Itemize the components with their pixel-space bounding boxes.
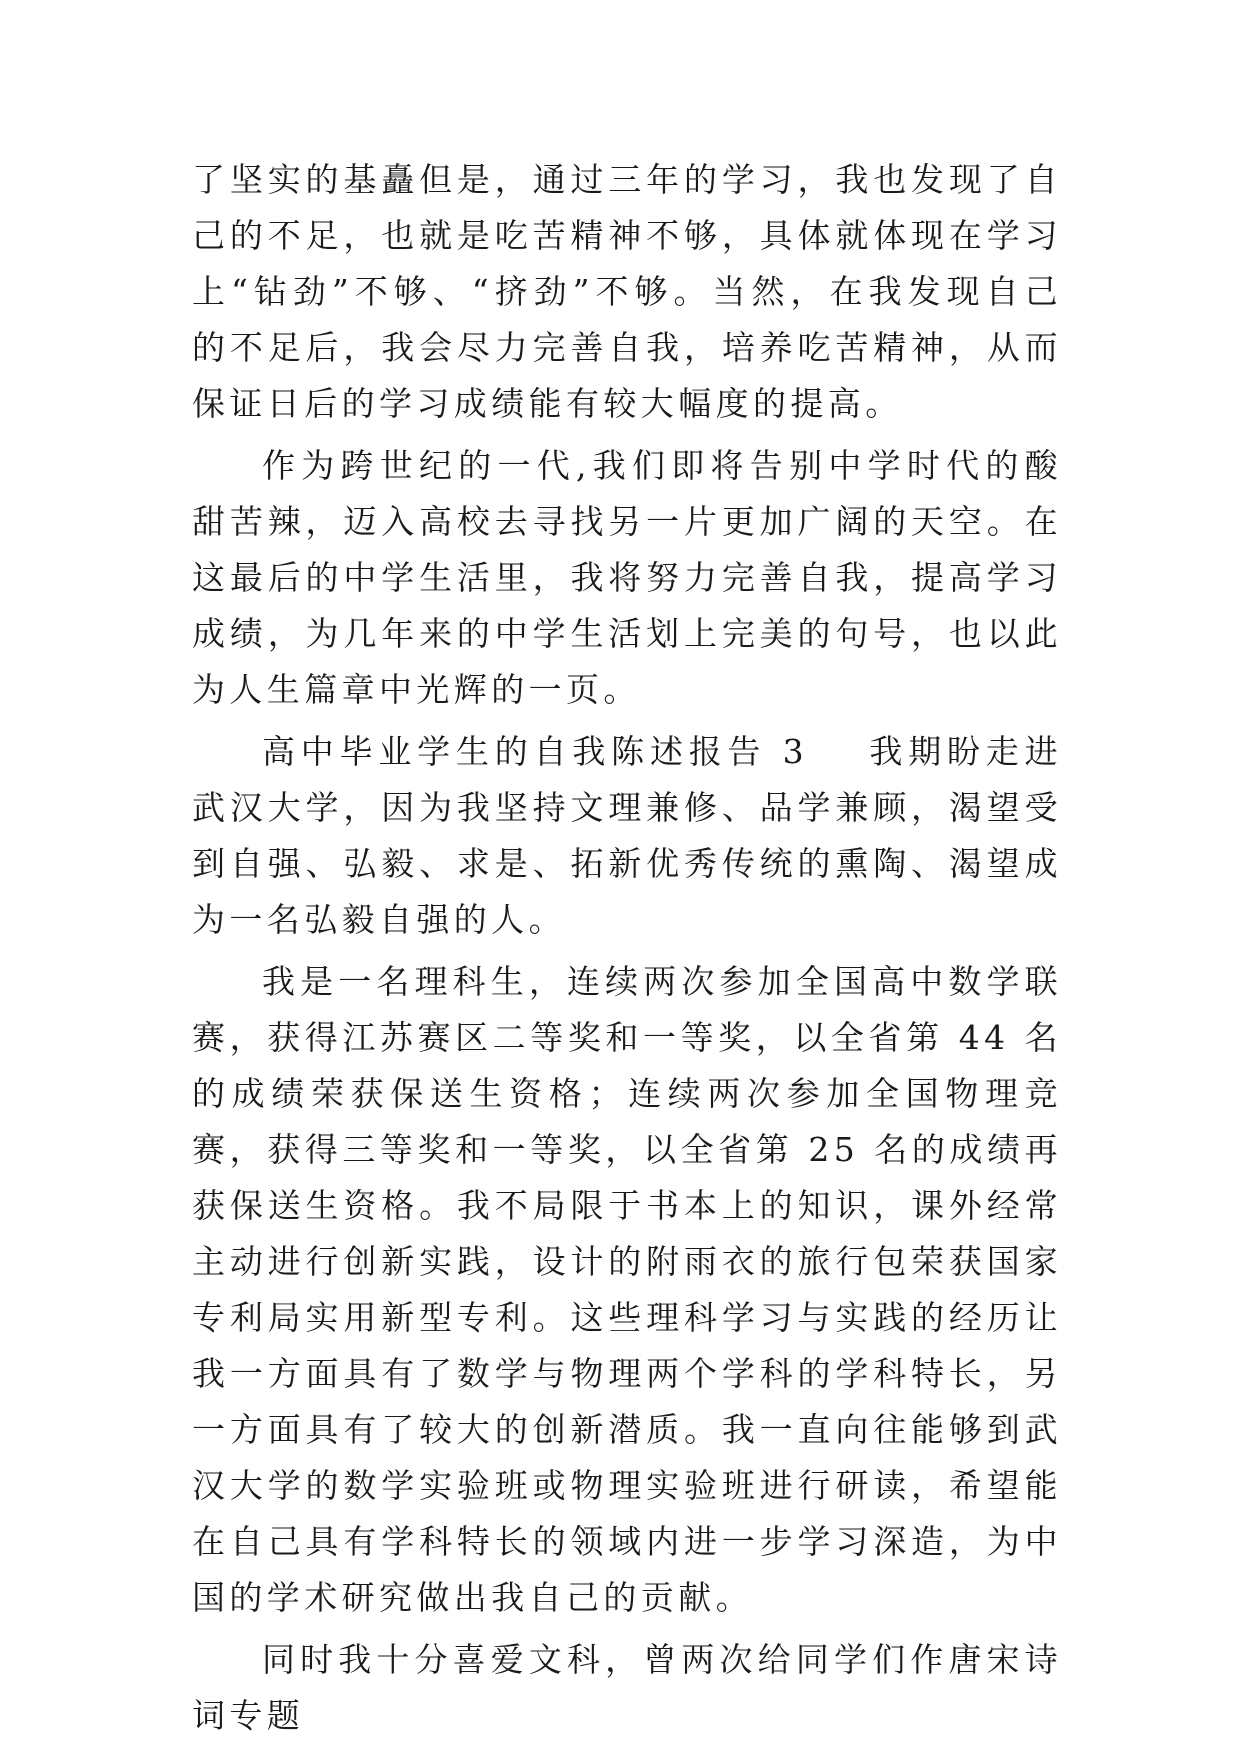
paragraph-2: 作为跨世纪的一代,我们即将告别中学时代的酸甜苦辣，迈入高校去寻找另一片更加广阔的天空。在这最后的中学生活里，我将努力完善自我，提高学习成绩，为几年来的中学生活划上完美的句号，也以此为人生篇章中光辉的一页。 [192, 446, 1062, 709]
paragraph-3 [192, 724, 1062, 948]
paragraph-1: 了坚实的基矗但是，通过三年的学习，我也发现了自己的不足，也就是吃苦精神不够，具体就体现在学习上“钻劲”不够、“挤劲”不够。当然，在我发现自己的不足后，我会尽力完善自我，培养吃苦精神，从而保证日后的学习成绩能有较大幅度的提高。 [192, 160, 1062, 423]
paragraph-5: 同时我十分喜爱文科，曾两次给同学们作唐宋诗词专题 [192, 1640, 1062, 1735]
paragraph-3-text: 我期盼走进武汉大学，因为我坚持文理兼修、品学兼顾，渴望受到自强、弘毅、求是、拓新优秀传统的熏陶、渴望成为一名弘毅自强的人。 [192, 732, 1062, 939]
paragraph-4: 我是一名理科生，连续两次参加全国高中数学联赛，获得江苏赛区二等奖和一等奖，以全省第 44 名的成绩荣获保送生资格；连续两次参加全国物理竞赛，获得三等奖和一等奖，以全省第 25 名的成绩再获保送生资格。我不局限于书本上的知识，课外经常主动进行创新实践，设计的附雨衣的旅行包荣获国家专利局实用新型专利。这些理科学习与实践的经历让我一方面具有了数学与物理两个学科的学科特长，另一方面具有了较大的创新潜质。我一直向往能够到武汉大学的数学实验班或物理实验班进行研读，希望能在自己具有学科特长的领域内进一步学习深造，为中国的学术研究做出我自己的贡献。 [192, 962, 1062, 1617]
document-body [192, 152, 1062, 1750]
section-heading: 高中毕业学生的自我陈述报告 3 [262, 732, 809, 771]
